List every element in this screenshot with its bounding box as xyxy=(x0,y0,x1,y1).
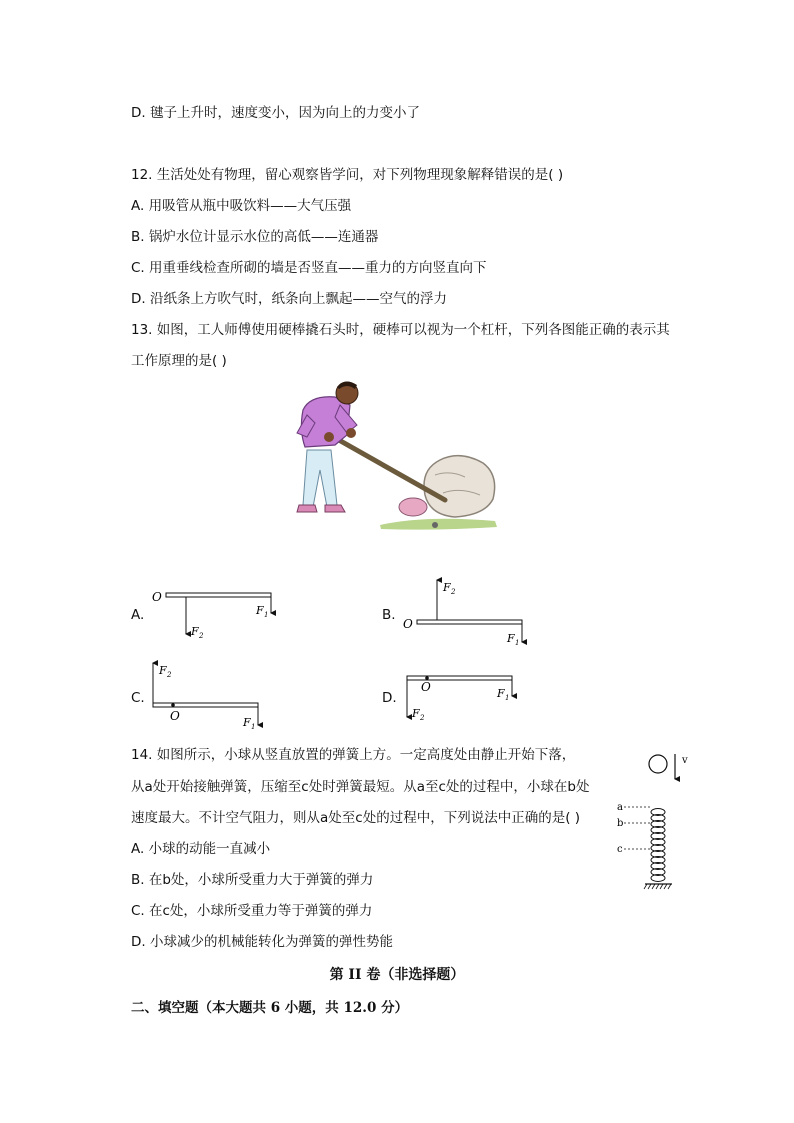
q13-option-d-label: D. xyxy=(382,690,397,706)
diagram-a-f2-label: F xyxy=(191,625,199,638)
diagram-c-o-label: O xyxy=(170,709,180,723)
q13-option-a-label: A. xyxy=(131,607,145,623)
diagram-c-f1-sub: 1 xyxy=(251,723,256,731)
diagram-b-f1-label: F xyxy=(507,632,515,645)
level-c-label: c xyxy=(617,844,623,855)
q14-stem-line1: 14. 如图所示，小球从竖直放置的弹簧上方。一定高度处由静止开始下落， xyxy=(131,747,576,763)
diagram-d-o-label: O xyxy=(421,680,431,694)
diagram-b-f1-sub: 1 xyxy=(515,639,520,647)
q14-option-d: D. 小球减少的机械能转化为弹簧的弹性势能 xyxy=(131,934,393,950)
ball xyxy=(649,755,667,773)
diagram-b-f2-sub: 2 xyxy=(451,588,456,596)
velocity-label: v xyxy=(682,755,688,766)
section-2-heading: 二、填空题（本大题共 6 小题，共 12.0 分） xyxy=(131,1000,409,1016)
q12-option-c: C. 用重垂线检查所砌的墙是否竖直——重力的方向竖直向下 xyxy=(131,260,487,276)
diagram-a-f1-label: F xyxy=(256,604,264,617)
q12-stem: 12. 生活处处有物理，留心观察皆学问，对下列物理现象解释错误的是( ) xyxy=(131,167,564,183)
diagram-d-f1-sub: 1 xyxy=(505,694,510,702)
diagram-d-f2-label: F xyxy=(412,707,420,720)
level-a-label: a xyxy=(617,802,623,813)
lever-diagram-c xyxy=(153,663,258,731)
lever-diagram-b xyxy=(403,580,522,647)
q14-option-c: C. 在c处，小球所受重力等于弹簧的弹力 xyxy=(131,903,373,919)
diagram-a-o-label: O xyxy=(152,590,162,604)
q11-option-d: D. 毽子上升时，速度变小，因为向上的力变小了 xyxy=(131,105,420,121)
q13-option-b-label: B. xyxy=(382,607,396,623)
diagram-b-o-label: O xyxy=(403,617,413,631)
diagram-d-f2-sub: 2 xyxy=(420,714,425,722)
spring-coil xyxy=(651,809,665,882)
q14-option-a: A. 小球的动能一直减小 xyxy=(131,841,271,857)
q13-option-c-label: C. xyxy=(131,690,145,706)
diagram-c-f2-sub: 2 xyxy=(167,671,172,679)
q12-option-d: D. 沿纸条上方吹气时，纸条向上飘起——空气的浮力 xyxy=(131,291,447,307)
diagram-d-f1-label: F xyxy=(497,687,505,700)
q12-option-a: A. 用吸管从瓶中吸饮料——大气压强 xyxy=(131,198,352,214)
q14-stem-line3: 速度最大。不计空气阻力，则从a处至c处的过程中，下列说法中正确的是( ) xyxy=(131,810,581,826)
lever-diagram-a xyxy=(152,590,271,640)
q12-option-b: B. 锅炉水位计显示水位的高低——连通器 xyxy=(131,229,379,245)
q14-option-b: B. 在b处，小球所受重力大于弹簧的弹力 xyxy=(131,872,374,888)
lever-diagram-d xyxy=(407,676,512,722)
q13-stem-line2: 工作原理的是( ) xyxy=(131,353,227,369)
diagram-c-f1-label: F xyxy=(243,716,251,729)
section-2-title: 第 II 卷（非选择题） xyxy=(329,967,465,983)
spring-ball-diagram xyxy=(617,754,688,889)
diagram-a-f1-sub: 1 xyxy=(264,611,269,619)
level-b-label: b xyxy=(617,818,624,829)
diagram-a-f2-sub: 2 xyxy=(199,632,204,640)
q13-stem-line1: 13. 如图，工人师傅使用硬棒撬石头时，硬棒可以视为一个杠杆，下列各图能正确的表示其 xyxy=(131,322,670,338)
diagram-b-f2-label: F xyxy=(443,581,451,594)
q14-stem-line2: 从a处开始接触弹簧，压缩至c处时弹簧最短。从a至c处的过程中，小球在b处 xyxy=(131,779,590,795)
diagram-c-f2-label: F xyxy=(159,664,167,677)
